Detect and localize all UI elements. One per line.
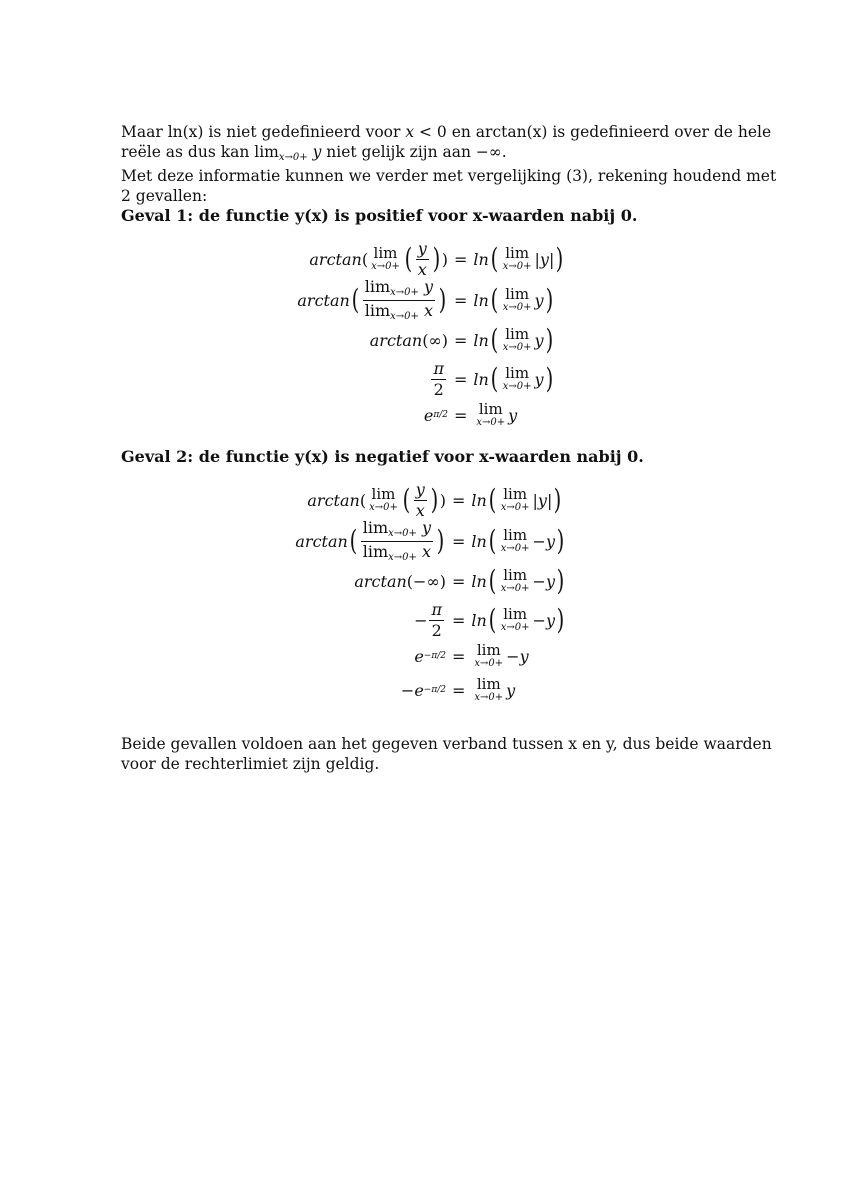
case2-eq5-lhs: e −π/2 — [414, 646, 446, 666]
case2-heading: Geval 2: de functie y(x) is negatief voor x-waarden nabij 0. — [121, 447, 644, 466]
intro-line-1: Maar ln(x) is niet gedefinieerd voor x < 0 en arctan(x) is gedefinieerd over de hele — [121, 123, 772, 141]
case1-eq1-rhs: = ln ( lim x→0+ |y| ) — [454, 242, 564, 275]
case1-eq2-rhs: = ln ( lim x→0+ y ) — [454, 283, 553, 316]
case2-eq2-rhs: = ln ( lim x→0+ −y ) — [452, 524, 565, 557]
conclusion-line-2: voor de rechterlimiet zijn geldig. — [121, 754, 380, 773]
intro-line-3: Met deze informatie kunnen we verder met vergelijking (3), rekening houdend met — [121, 167, 777, 185]
case2-eq1-lhs: arctan ( lim x→0+ ( $\frac{y}{x}$ ) ) — [307, 479, 446, 520]
conclusion-paragraph — [121, 735, 772, 774]
case2-eq1-rhs: = ln ( lim x→0+ |y| ) — [452, 483, 562, 516]
case1-eq1-lhs: arctan ( lim x→0+ ( $\frac{y}{x}$ ) ) — [309, 238, 448, 279]
case1-eq3-rhs: = ln ( lim x→0+ y ) — [454, 323, 553, 356]
intro-paragraph — [121, 123, 777, 206]
case1-eq4-lhs: $\frac{\pi}{2}$ — [433, 358, 444, 399]
intro-line-2: reële as dus kan limx→0+ y niet gelijk zijn aan −∞. — [121, 142, 507, 163]
case1-eq3-lhs: arctan (∞) — [369, 330, 448, 350]
conclusion-line-1: Beide gevallen voldoen aan het gegeven verband tussen x en y, dus beide waarden — [121, 735, 772, 753]
case1-eq5-rhs: = lim x→0+ y — [454, 400, 518, 428]
case2-eq3-lhs: arctan (−∞) — [354, 571, 446, 591]
case1-eq5-lhs: e π/2 — [423, 405, 448, 425]
case2-eq2-lhs: arctan ( $\frac{\lim x\to 0+ y}{\lim x\to 0+ x}$ ) — [295, 517, 445, 563]
case2-eq4-rhs: = ln ( lim x→0+ −y ) — [452, 603, 565, 636]
case1-eq4-rhs: = ln ( lim x→0+ y ) — [454, 362, 553, 395]
case2-eq6-lhs: − e −π/2 — [400, 680, 446, 700]
case2-eq6-rhs: = lim x→0+ y — [452, 675, 516, 703]
case2-eq5-rhs: = lim x→0+ −y — [452, 641, 529, 669]
intro-line-4: 2 gevallen: — [121, 186, 208, 205]
case1-heading: Geval 1: de functie y(x) is positief voor x-waarden nabij 0. — [121, 206, 638, 225]
case2-eq3-rhs: = ln ( lim x→0+ −y ) — [452, 564, 565, 597]
case2-eq4-lhs: − $\frac{\pi}{2}$ — [414, 599, 442, 640]
case1-eq2-lhs: arctan ( $\frac{\lim x\to 0+ y}{\lim x\to 0+ x}$ ) — [297, 276, 447, 322]
